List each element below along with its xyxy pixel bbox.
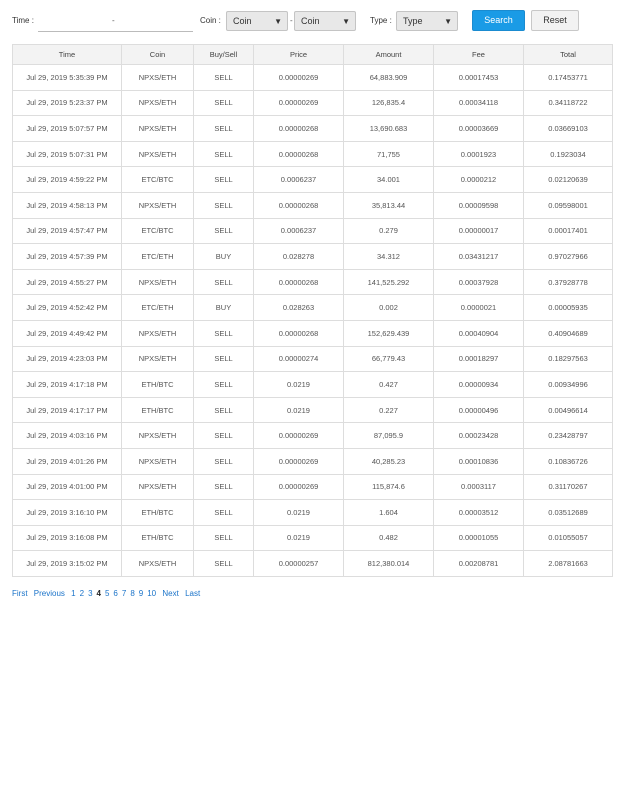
cell-fee: 0.00023428 [434,423,524,449]
cell-buy-sell: SELL [194,167,254,193]
cell-coin: ETC/ETH [122,244,194,270]
cell-total: 0.00017401 [524,218,613,244]
cell-price: 0.0006237 [254,218,344,244]
cell-total: 0.02120639 [524,167,613,193]
header-fee: Fee [434,45,524,65]
cell-coin: NPXS/ETH [122,551,194,577]
table-row [13,269,613,295]
pagination-page-7[interactable]: 7 [121,589,127,598]
filter-bar [0,0,625,44]
table-row [13,551,613,577]
cell-price: 0.00000268 [254,116,344,142]
table-row [13,218,613,244]
cell-price: 0.00000269 [254,448,344,474]
cell-price: 0.00000268 [254,192,344,218]
table-row [13,525,613,551]
cell-fee: 0.00000934 [434,372,524,398]
cell-amount: 1.604 [344,500,434,526]
cell-total: 0.00496614 [524,397,613,423]
cell-fee: 0.00034118 [434,90,524,116]
cell-buy-sell: SELL [194,320,254,346]
cell-amount: 0.002 [344,295,434,321]
cell-amount: 0.427 [344,372,434,398]
cell-price: 0.00000269 [254,65,344,91]
table-row [13,192,613,218]
cell-coin: ETC/BTC [122,218,194,244]
table-row [13,244,613,270]
cell-coin: ETH/BTC [122,500,194,526]
cell-total: 0.40904689 [524,320,613,346]
cell-amount: 126,835.4 [344,90,434,116]
time-separator: - [112,16,115,25]
cell-fee: 0.00003512 [434,500,524,526]
cell-buy-sell: BUY [194,295,254,321]
cell-time: Jul 29, 2019 4:23:03 PM [13,346,122,372]
cell-time: Jul 29, 2019 3:15:02 PM [13,551,122,577]
cell-amount: 0.227 [344,397,434,423]
cell-time: Jul 29, 2019 4:58:13 PM [13,192,122,218]
cell-buy-sell: BUY [194,244,254,270]
cell-coin: ETH/BTC [122,372,194,398]
pagination-page-8[interactable]: 8 [130,589,135,598]
cell-fee: 0.00208781 [434,551,524,577]
time-from-input[interactable] [38,11,116,32]
cell-coin: NPXS/ETH [122,65,194,91]
pagination-page-5[interactable]: 5 [104,589,110,598]
type-select[interactable] [396,11,458,31]
cell-amount: 0.482 [344,525,434,551]
cell-fee: 0.00000017 [434,218,524,244]
cell-time: Jul 29, 2019 4:55:27 PM [13,269,122,295]
cell-amount: 812,380.014 [344,551,434,577]
pagination-page-1[interactable]: 1 [71,589,76,598]
pagination-page-10[interactable]: 10 [147,589,157,598]
cell-fee: 0.0001923 [434,141,524,167]
pagination-page-2[interactable]: 2 [79,589,85,598]
chevron-down-icon: ▼ [444,17,452,26]
cell-fee: 0.00010836 [434,448,524,474]
cell-time: Jul 29, 2019 4:59:22 PM [13,167,122,193]
table-row [13,397,613,423]
coin-to-select[interactable] [294,11,356,31]
cell-price: 0.00000257 [254,551,344,577]
cell-total: 0.17453771 [524,65,613,91]
table-row [13,141,613,167]
cell-fee: 0.00017453 [434,65,524,91]
cell-buy-sell: SELL [194,269,254,295]
cell-total: 0.03512689 [524,500,613,526]
pagination [12,589,204,598]
header-price: Price [254,45,344,65]
header-time: Time [13,45,122,65]
cell-fee: 0.00018297 [434,346,524,372]
cell-coin: NPXS/ETH [122,320,194,346]
cell-time: Jul 29, 2019 4:03:16 PM [13,423,122,449]
table-row [13,448,613,474]
coin-to-selected: Coin [301,16,320,26]
cell-fee: 0.0000212 [434,167,524,193]
cell-amount: 64,883.909 [344,65,434,91]
table-row [13,372,613,398]
cell-total: 0.01055057 [524,525,613,551]
cell-coin: NPXS/ETH [122,448,194,474]
cell-total: 0.34118722 [524,90,613,116]
cell-time: Jul 29, 2019 4:57:39 PM [13,244,122,270]
cell-total: 0.37928778 [524,269,613,295]
time-to-input[interactable] [116,11,193,32]
header-coin: Coin [122,45,194,65]
cell-total: 0.00934996 [524,372,613,398]
cell-total: 0.31170267 [524,474,613,500]
table-row [13,90,613,116]
cell-amount: 13,690.683 [344,116,434,142]
cell-buy-sell: SELL [194,141,254,167]
cell-fee: 0.00001055 [434,525,524,551]
coin-from-selected: Coin [233,16,252,26]
cell-price: 0.0006237 [254,167,344,193]
cell-amount: 71,755 [344,141,434,167]
cell-buy-sell: SELL [194,65,254,91]
cell-amount: 34.001 [344,167,434,193]
cell-amount: 152,629.439 [344,320,434,346]
cell-price: 0.00000269 [254,423,344,449]
cell-total: 2.08781663 [524,551,613,577]
table-row [13,167,613,193]
cell-buy-sell: SELL [194,218,254,244]
reset-button[interactable]: Reset [531,10,579,31]
cell-price: 0.00000269 [254,474,344,500]
cell-time: Jul 29, 2019 5:07:57 PM [13,116,122,142]
cell-time: Jul 29, 2019 4:01:26 PM [13,448,122,474]
cell-total: 0.1923034 [524,141,613,167]
cell-price: 0.0219 [254,397,344,423]
cell-fee: 0.00003669 [434,116,524,142]
cell-buy-sell: SELL [194,346,254,372]
cell-time: Jul 29, 2019 5:23:37 PM [13,90,122,116]
cell-amount: 34.312 [344,244,434,270]
coin-separator: - [290,16,293,25]
cell-fee: 0.00040904 [434,320,524,346]
table-row [13,346,613,372]
cell-coin: ETH/BTC [122,397,194,423]
cell-coin: NPXS/ETH [122,90,194,116]
cell-amount: 35,813.44 [344,192,434,218]
cell-coin: NPXS/ETH [122,269,194,295]
trade-history-table [12,44,613,577]
cell-fee: 0.0003117 [434,474,524,500]
pagination-first-link[interactable]: First [12,589,28,598]
type-selected: Type [403,16,423,26]
cell-time: Jul 29, 2019 4:01:00 PM [13,474,122,500]
coin-label: Coin : [200,16,221,25]
cell-amount: 87,095.9 [344,423,434,449]
cell-coin: NPXS/ETH [122,346,194,372]
pagination-previous-link[interactable]: Previous [33,589,65,598]
table-row [13,65,613,91]
pagination-last-link[interactable]: Last [185,589,201,598]
cell-total: 0.03669103 [524,116,613,142]
cell-time: Jul 29, 2019 3:16:08 PM [13,525,122,551]
cell-coin: NPXS/ETH [122,116,194,142]
cell-price: 0.0219 [254,525,344,551]
cell-total: 0.97027966 [524,244,613,270]
type-label: Type : [370,16,392,25]
search-button[interactable]: Search [472,10,525,31]
cell-time: Jul 29, 2019 5:35:39 PM [13,65,122,91]
cell-price: 0.0219 [254,500,344,526]
cell-total: 0.23428797 [524,423,613,449]
table-row [13,295,613,321]
cell-fee: 0.00009598 [434,192,524,218]
cell-price: 0.00000269 [254,90,344,116]
cell-fee: 0.03431217 [434,244,524,270]
cell-total: 0.09598001 [524,192,613,218]
cell-buy-sell: SELL [194,192,254,218]
pagination-page-3[interactable]: 3 [88,589,93,598]
header-total: Total [524,45,613,65]
cell-time: Jul 29, 2019 4:17:18 PM [13,372,122,398]
cell-price: 0.00000268 [254,269,344,295]
time-label: Time : [12,16,34,25]
cell-coin: ETC/ETH [122,295,194,321]
table-header-row [13,45,613,65]
table-row [13,500,613,526]
cell-total: 0.00005935 [524,295,613,321]
cell-buy-sell: SELL [194,397,254,423]
cell-fee: 0.00000496 [434,397,524,423]
cell-buy-sell: SELL [194,448,254,474]
cell-coin: NPXS/ETH [122,141,194,167]
cell-time: Jul 29, 2019 4:57:47 PM [13,218,122,244]
cell-coin: NPXS/ETH [122,474,194,500]
cell-buy-sell: SELL [194,474,254,500]
cell-time: Jul 29, 2019 4:17:17 PM [13,397,122,423]
cell-buy-sell: SELL [194,372,254,398]
cell-buy-sell: SELL [194,90,254,116]
cell-coin: ETC/BTC [122,167,194,193]
cell-coin: ETH/BTC [122,525,194,551]
cell-buy-sell: SELL [194,551,254,577]
header-buy-sell: Buy/Sell [194,45,254,65]
pagination-page-6[interactable]: 6 [113,589,118,598]
table-row [13,320,613,346]
cell-price: 0.028278 [254,244,344,270]
header-amount: Amount [344,45,434,65]
table-row [13,116,613,142]
table-row [13,423,613,449]
pagination-next-link[interactable]: Next [162,589,179,598]
cell-price: 0.00000268 [254,320,344,346]
cell-coin: NPXS/ETH [122,423,194,449]
cell-amount: 0.279 [344,218,434,244]
cell-amount: 115,874.6 [344,474,434,500]
pagination-page-9[interactable]: 9 [138,589,144,598]
chevron-down-icon: ▼ [274,17,282,26]
cell-buy-sell: SELL [194,116,254,142]
cell-amount: 40,285.23 [344,448,434,474]
cell-price: 0.0219 [254,372,344,398]
chevron-down-icon: ▼ [342,17,350,26]
cell-time: Jul 29, 2019 3:16:10 PM [13,500,122,526]
table-row [13,474,613,500]
cell-coin: NPXS/ETH [122,192,194,218]
cell-price: 0.00000274 [254,346,344,372]
cell-total: 0.18297563 [524,346,613,372]
cell-time: Jul 29, 2019 4:49:42 PM [13,320,122,346]
cell-buy-sell: SELL [194,525,254,551]
pagination-page-4: 4 [96,589,101,598]
cell-fee: 0.00037928 [434,269,524,295]
cell-price: 0.00000268 [254,141,344,167]
cell-fee: 0.0000021 [434,295,524,321]
pagination-page-list [71,589,160,598]
cell-total: 0.10836726 [524,448,613,474]
cell-price: 0.028263 [254,295,344,321]
cell-buy-sell: SELL [194,423,254,449]
cell-time: Jul 29, 2019 5:07:31 PM [13,141,122,167]
cell-buy-sell: SELL [194,500,254,526]
coin-from-select[interactable] [226,11,288,31]
cell-amount: 141,525.292 [344,269,434,295]
cell-time: Jul 29, 2019 4:52:42 PM [13,295,122,321]
cell-amount: 66,779.43 [344,346,434,372]
